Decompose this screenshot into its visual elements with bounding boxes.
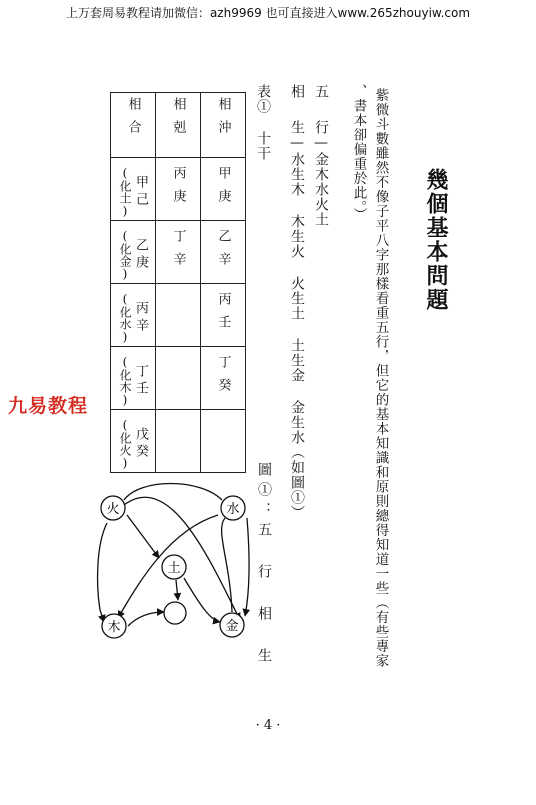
he-cell: (化火) 戊癸	[111, 410, 156, 473]
table-caption: 表① 十干	[255, 84, 271, 161]
header-cell-chong: 相沖	[201, 93, 246, 158]
wuxing-elements: 行—金木水火土	[313, 120, 329, 227]
wuxing-label: 五	[313, 84, 329, 99]
chong-cell: 甲庚	[201, 158, 246, 221]
header-cell-he: 相合	[111, 93, 156, 158]
flow-line	[127, 515, 159, 558]
flow-line	[98, 523, 107, 622]
xiangsheng-label: 相	[289, 84, 305, 99]
he-cell: (化土) 甲己	[111, 158, 156, 221]
node-blank	[164, 602, 186, 624]
chapter-title: 幾個基本問題	[423, 168, 448, 312]
page-number: · 4 ·	[255, 718, 281, 733]
he-cell: (化木) 丁壬	[111, 347, 156, 410]
node-earth	[162, 555, 186, 579]
he-cell: (化水) 丙辛	[111, 284, 156, 347]
svg-text:木: 木	[107, 620, 121, 635]
paragraph-line-2: 、書本卻偏重於此。）	[350, 84, 367, 223]
paragraph-line-1: 紫微斗數雖然不像子平八字那樣看重五行，但它的基本知識和原則總得知道一些（有些專家	[372, 88, 389, 668]
node-fire	[101, 496, 125, 520]
node-water	[221, 496, 245, 520]
svg-text:火: 火	[106, 502, 120, 517]
he-cell: (化金) 乙庚	[111, 221, 156, 284]
watermark-logo: 九易教程	[8, 395, 89, 417]
flow-line	[128, 612, 164, 626]
flow-line	[222, 518, 232, 612]
figure-caption: 圖①：五 行 相 生	[256, 462, 272, 668]
flow-line	[245, 518, 249, 616]
chong-cell: 丙壬	[201, 284, 246, 347]
ke-cell: 丙庚	[156, 158, 201, 221]
chong-cell: 乙辛	[201, 221, 246, 284]
svg-text:金: 金	[225, 619, 239, 634]
promo-banner: 上万套周易教程请加微信：azh9969 也可直接进入www.265zhouyiw.com	[65, 6, 471, 20]
svg-text:土: 土	[167, 561, 181, 576]
node-metal	[220, 613, 244, 637]
chong-cell: 丁癸	[201, 347, 246, 410]
flow-line	[184, 578, 220, 622]
xiangsheng-text: 生—水生木 木生火 火生土 土生金 金生水（如圖①）	[289, 120, 305, 520]
svg-text:水: 水	[226, 502, 240, 517]
node-wood	[102, 614, 126, 638]
ke-cell: 丁辛	[156, 221, 201, 284]
flow-line	[176, 580, 178, 600]
header-cell-ke: 相剋	[156, 93, 201, 158]
